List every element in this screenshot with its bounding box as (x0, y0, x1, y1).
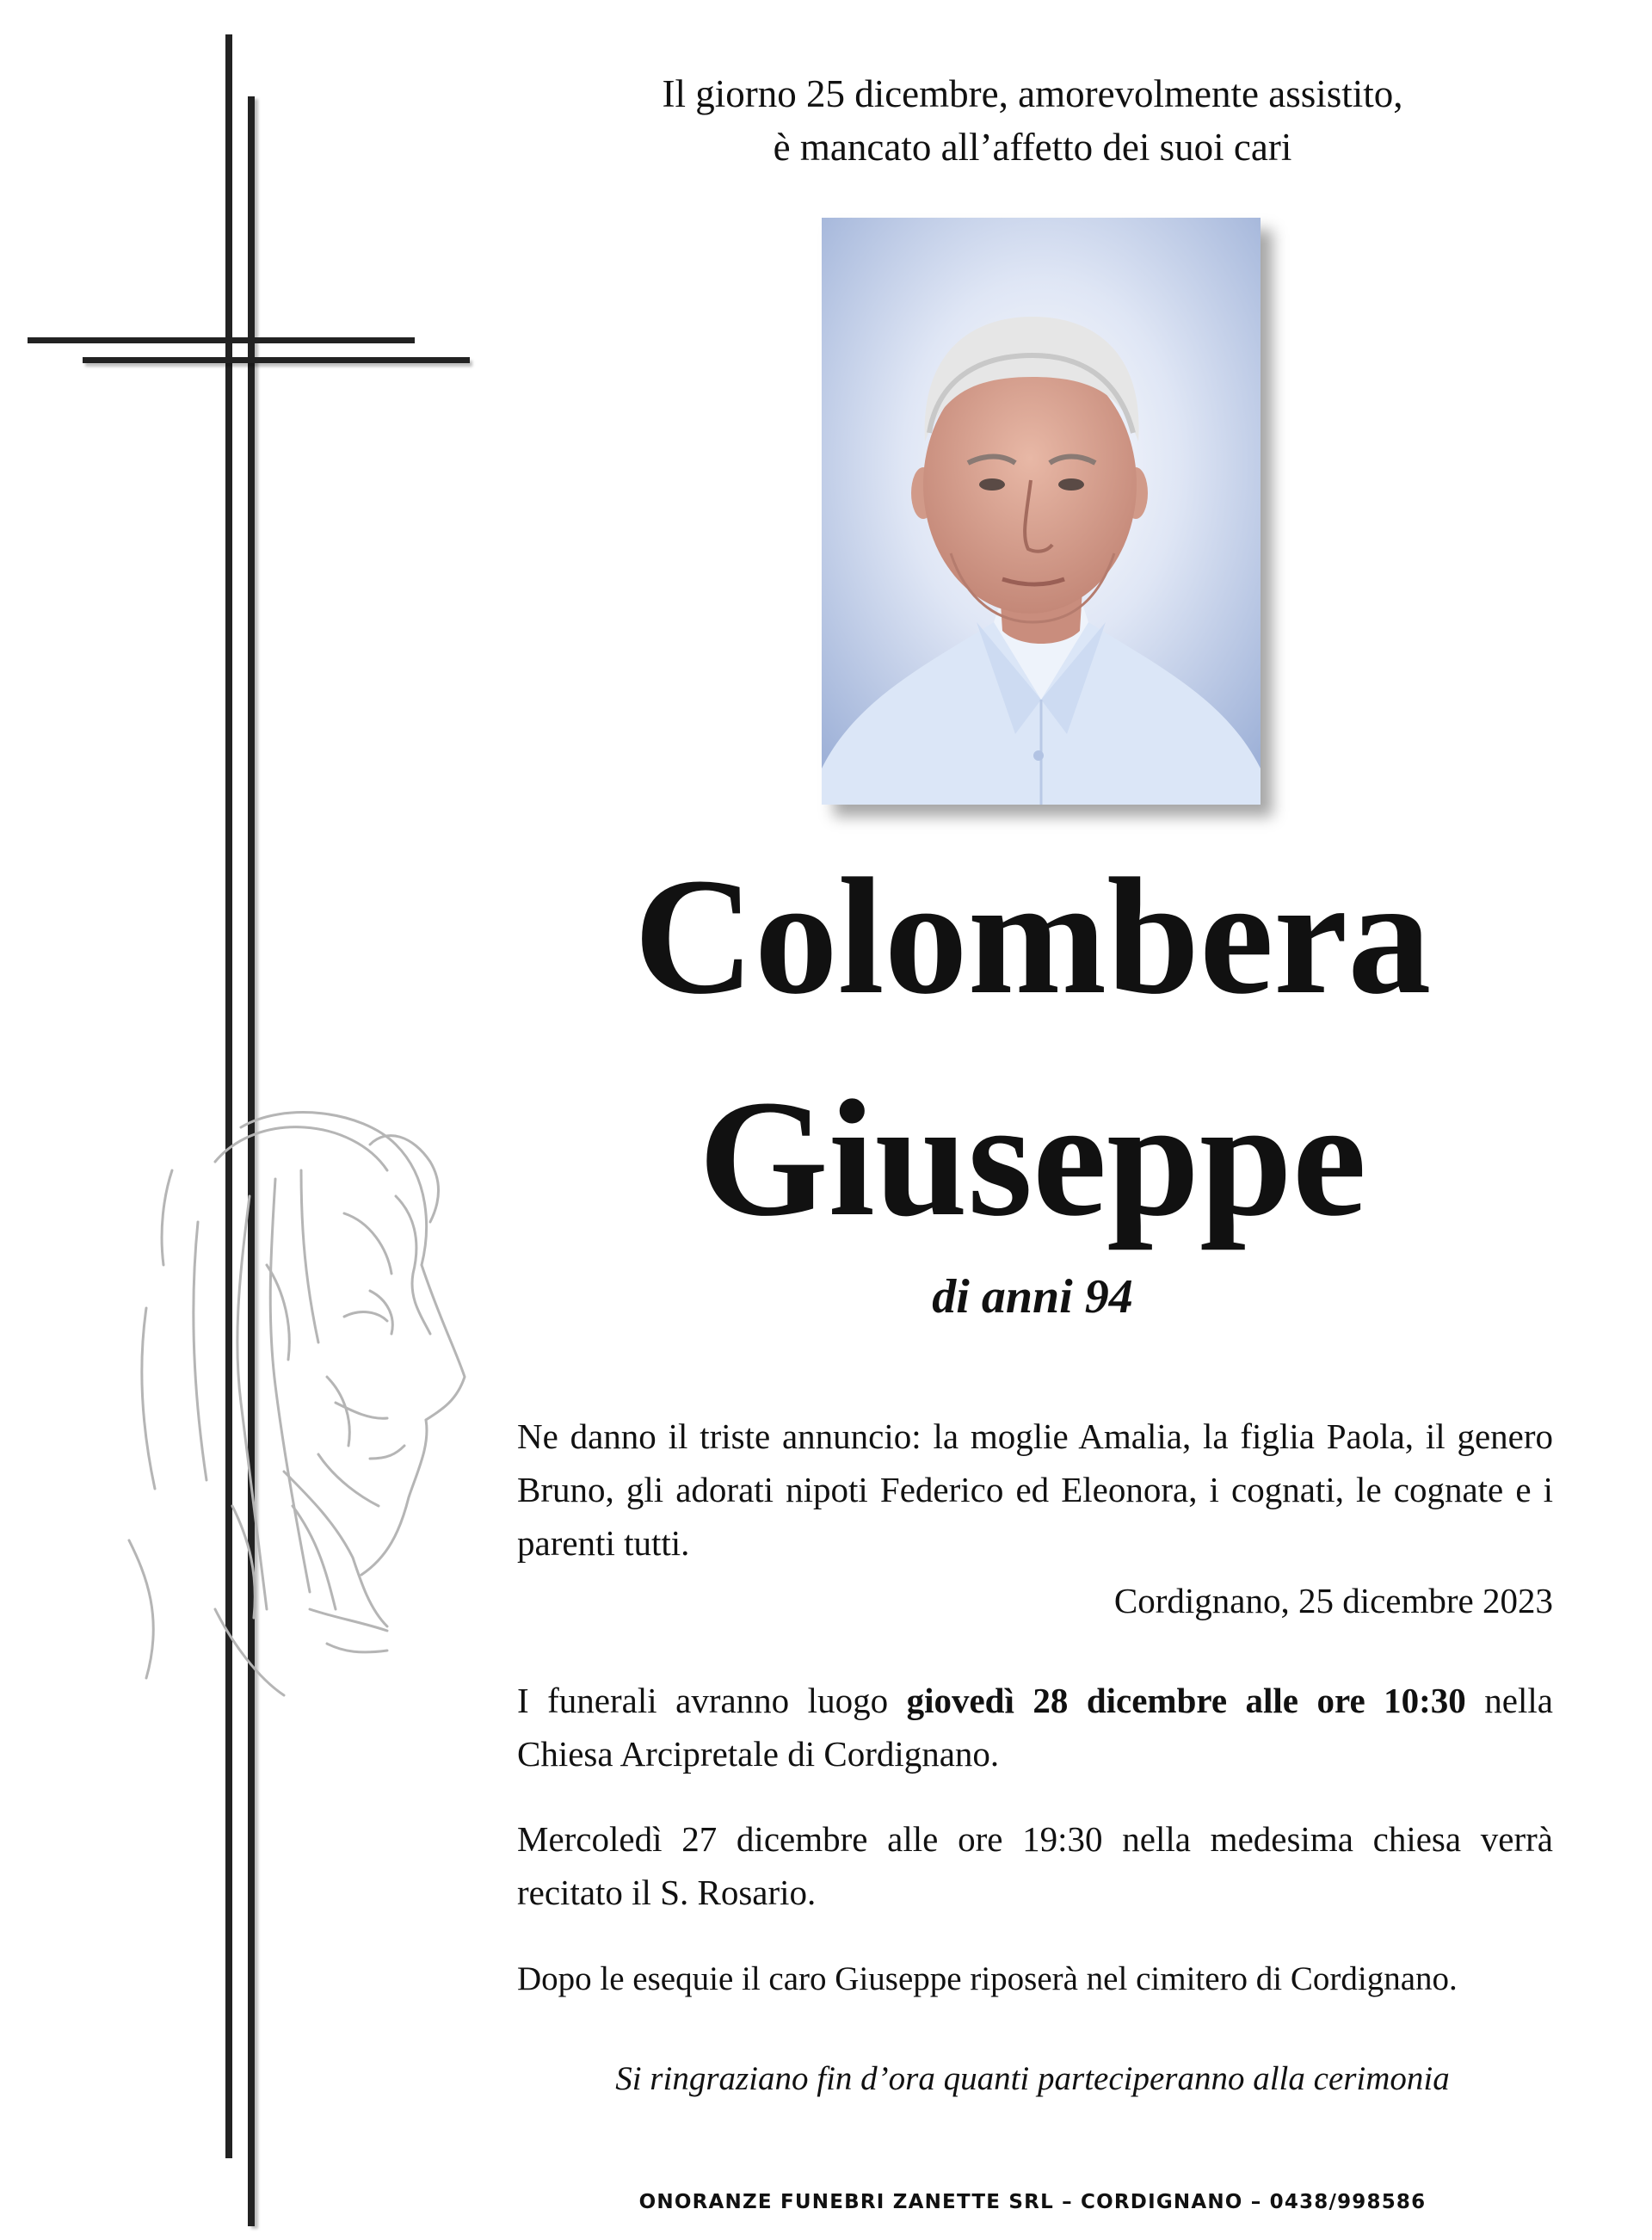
deceased-age: di anni 94 (932, 1270, 1133, 1324)
cross-horizontal-shadow-bar (83, 357, 470, 363)
funeral-home-footer: ONORANZE FUNEBRI ZANETTE SRL – CORDIGNANO – 0438/998586 (638, 2191, 1427, 2213)
funeral-suffix: nella Chiesa Arcipretale di Cordignano. (517, 1681, 1553, 1774)
deceased-first-name: Giuseppe (698, 1065, 1367, 1250)
funeral-info (517, 1674, 1553, 1780)
intro-line-2: è mancato all’affetto dei suoi cari (773, 126, 1292, 169)
place-date: Cordignano, 25 dicembre 2023 (1113, 1581, 1553, 1620)
burial-info: Dopo le esequie il caro Giuseppe riposerà nel cimitero di Cordignano. (517, 1960, 1458, 1997)
rosary-info: Mercoledì 27 dicembre alle ore 19:30 nella medesima chiesa verrà recitato il S. Rosario. (517, 1819, 1553, 1912)
intro-line-1: Il giorno 25 dicembre, amorevolmente assistito, (662, 72, 1403, 115)
christ-sketch-icon (112, 1093, 490, 1730)
cross-horizontal-bar (28, 337, 415, 343)
portrait-photo (822, 218, 1261, 805)
funeral-prefix: I funerali avranno luogo (517, 1681, 907, 1720)
funeral-datetime: giovedì 28 dicembre alle ore 10:30 (906, 1681, 1466, 1720)
portrait-illustration (822, 218, 1261, 805)
deceased-surname: Colombera (633, 843, 1432, 1028)
thanks-note: Si ringraziano fin d’ora quanti parteciperanno alla cerimonia (615, 2060, 1450, 2097)
announcement-text: Ne danno il triste annuncio: la moglie Amalia, la figlia Paola, il genero Bruno, gli adorati nipoti Federico ed Eleonora, i cognati, le cognate e i parenti tutti. (517, 1416, 1553, 1563)
intro-text (516, 67, 1549, 174)
